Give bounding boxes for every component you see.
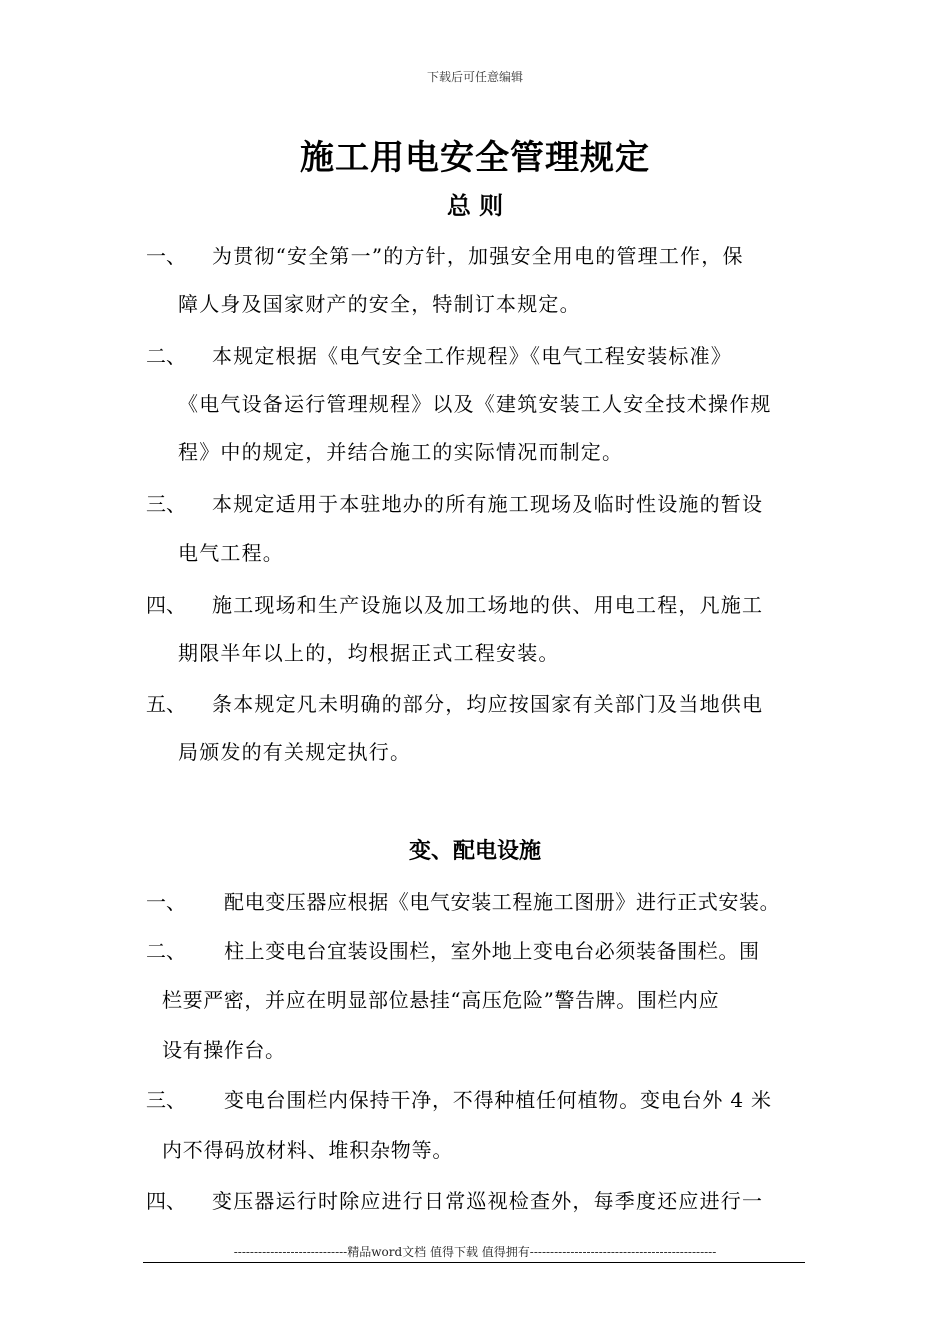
list-item-line: 局颁发的有关规定执行。: [178, 740, 412, 764]
list-number: 四、: [146, 1189, 186, 1213]
footer-divider: [143, 1262, 805, 1263]
list-item-line: 内不得码放材料、堆积杂物等。: [162, 1138, 454, 1162]
list-item-line: 条本规定凡未明确的部分，均应按国家有关部门及当地供电: [212, 692, 764, 716]
list-item-line: 变电台围栏内保持干净，不得种植任何植物。变电台外 4 米: [224, 1088, 772, 1112]
list-item-line: 为贯彻“安全第一”的方针，加强安全用电的管理工作，保: [212, 244, 744, 268]
list-item-line: 程》中的规定，并结合施工的实际情况而制定。: [178, 440, 624, 464]
list-number: 三、: [146, 1088, 186, 1112]
list-number: 五、: [146, 692, 186, 716]
list-item-line: 障人身及国家财产的安全，特制订本规定。: [178, 292, 581, 316]
list-number: 二、: [146, 344, 186, 368]
list-item-line: 设有操作台。: [162, 1038, 286, 1062]
document-title: 施工用电安全管理规定: [300, 138, 650, 178]
section-heading-substation: 变、配电设施: [408, 838, 541, 864]
list-item-line: 电气工程。: [178, 541, 284, 565]
list-item-line: 期限半年以上的，均根据正式工程安装。: [178, 641, 560, 665]
list-item-line: 配电变压器应根据《电气安装工程施工图册》进行正式安装。: [224, 890, 781, 914]
list-number: 四、: [146, 593, 186, 617]
list-item-line: 《电气设备运行管理规程》以及《建筑安装工人安全技术操作规: [178, 392, 772, 416]
list-item-line: 栏要严密，并应在明显部位悬挂“高压危险”警告牌。围栏内应: [162, 988, 720, 1012]
list-number: 一、: [146, 890, 186, 914]
list-item-line: 本规定根据《电气安全工作规程》《电气工程安装标准》: [212, 344, 732, 368]
list-number: 二、: [146, 939, 186, 963]
page-header-note: 下载后可任意编辑: [426, 70, 523, 84]
list-number: 三、: [146, 492, 186, 516]
page-footer-text: ----------------------------精品word文档 值得下载 值得拥有----------------------------------------------: [233, 1245, 717, 1259]
list-item-line: 施工现场和生产设施以及加工场地的供、用电工程，凡施工: [212, 593, 764, 617]
list-item-line: 本规定适用于本驻地办的所有施工现场及临时性设施的暂设: [212, 492, 764, 516]
list-number: 一、: [146, 244, 186, 268]
list-item-line: 变压器运行时除应进行日常巡视检查外，每季度还应进行一: [212, 1189, 764, 1213]
list-item-line: 柱上变电台宜装设围栏，室外地上变电台必须装备围栏。围: [224, 939, 760, 963]
section-heading-general: 总 则: [446, 191, 504, 220]
